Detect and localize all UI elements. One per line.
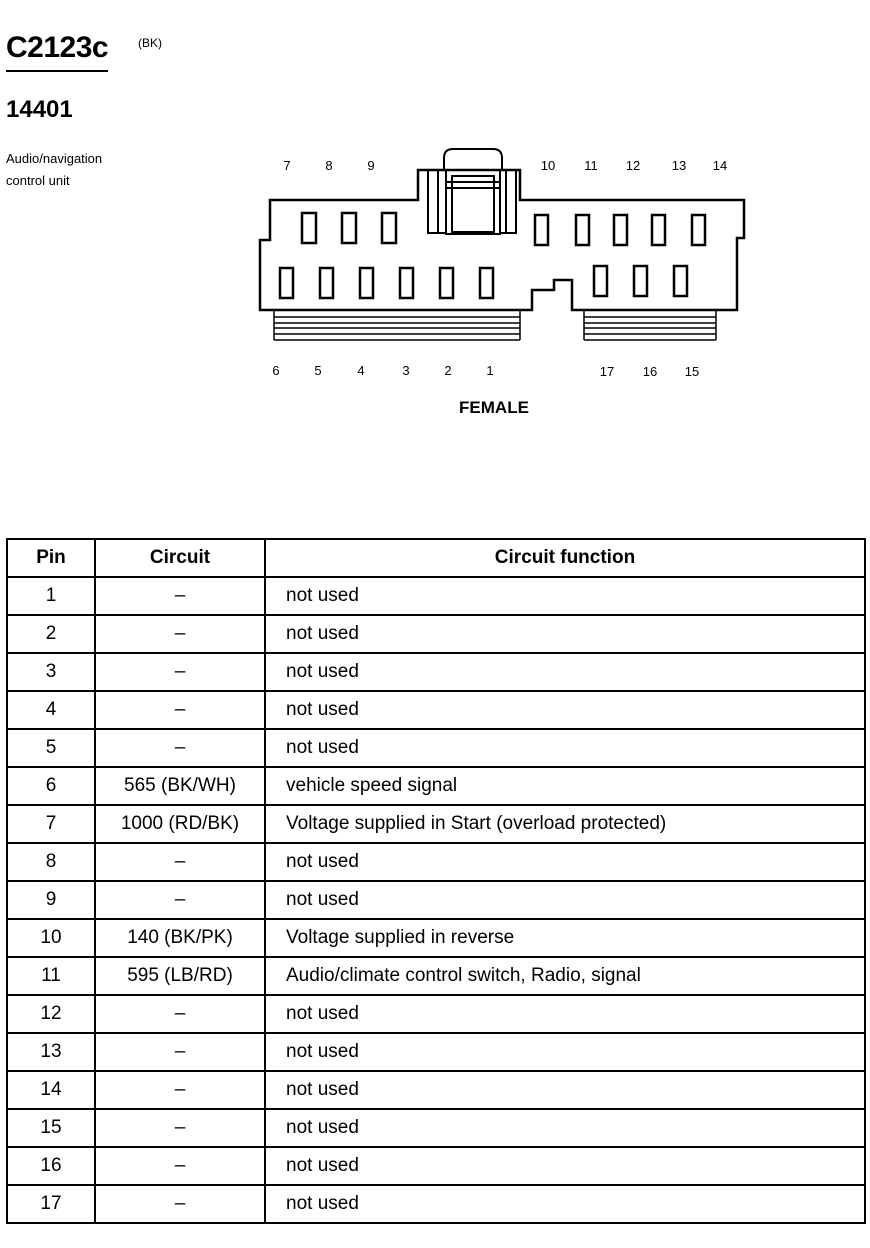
table-row [7, 767, 865, 805]
cell-function: not used [265, 881, 865, 919]
cell-pin: 3 [7, 653, 95, 691]
cell-pin: 6 [7, 767, 95, 805]
header-pin: Pin [7, 539, 95, 577]
pin-label-17: 17 [599, 364, 615, 379]
header-circuit-function: Circuit function [265, 539, 865, 577]
cell-circuit: – [95, 1147, 265, 1185]
cell-circuit: – [95, 615, 265, 653]
cell-circuit: 1000 (RD/BK) [95, 805, 265, 843]
cell-circuit: 595 (LB/RD) [95, 957, 265, 995]
table-row [7, 577, 865, 615]
cell-function: not used [265, 577, 865, 615]
pin-label-5: 5 [314, 363, 322, 378]
cell-circuit: – [95, 1071, 265, 1109]
table-row [7, 1071, 865, 1109]
header-circuit: Circuit [95, 539, 265, 577]
cell-function: not used [265, 653, 865, 691]
cell-function: not used [265, 1185, 865, 1223]
pin-label-4: 4 [357, 363, 365, 378]
cell-function: not used [265, 1033, 865, 1071]
cell-function: not used [265, 1071, 865, 1109]
table-row [7, 691, 865, 729]
pin-label-7: 7 [283, 158, 291, 173]
pinout-table [6, 538, 866, 1224]
table-row [7, 729, 865, 767]
cell-circuit: – [95, 843, 265, 881]
cell-circuit: 565 (BK/WH) [95, 767, 265, 805]
table-row [7, 1147, 865, 1185]
bottom-pin-labels [272, 363, 699, 379]
table-row [7, 1109, 865, 1147]
cell-function: vehicle speed signal [265, 767, 865, 805]
cell-circuit: 140 (BK/PK) [95, 919, 265, 957]
terminal-cavities [280, 213, 705, 298]
table-row [7, 805, 865, 843]
pin-label-1: 1 [486, 363, 494, 378]
pin-label-14: 14 [712, 158, 728, 173]
cell-pin: 9 [7, 881, 95, 919]
cell-pin: 7 [7, 805, 95, 843]
cell-circuit: – [95, 995, 265, 1033]
connector-face-diagram [0, 0, 870, 470]
connector-ribs [274, 310, 716, 340]
cell-pin: 15 [7, 1109, 95, 1147]
pin-label-9: 9 [367, 158, 375, 173]
pin-label-11: 11 [584, 158, 598, 173]
pin-label-16: 16 [642, 364, 658, 379]
cell-pin: 5 [7, 729, 95, 767]
cell-pin: 8 [7, 843, 95, 881]
part-number: 14401 [6, 96, 73, 123]
pin-label-13: 13 [671, 158, 687, 173]
cell-pin: 2 [7, 615, 95, 653]
table-row [7, 615, 865, 653]
table-row [7, 653, 865, 691]
connector-color: (BK) [138, 36, 162, 50]
cell-pin: 10 [7, 919, 95, 957]
cell-pin: 14 [7, 1071, 95, 1109]
pin-label-3: 3 [402, 363, 410, 378]
cell-function: not used [265, 995, 865, 1033]
cell-circuit: – [95, 1185, 265, 1223]
pin-label-8: 8 [325, 158, 333, 173]
pin-label-12: 12 [625, 158, 641, 173]
cell-function: not used [265, 615, 865, 653]
pin-label-6: 6 [272, 363, 280, 378]
component-name-line1: Audio/navigation [6, 151, 103, 166]
pin-label-10: 10 [540, 158, 556, 173]
table-row [7, 1033, 865, 1071]
cell-function: not used [265, 729, 865, 767]
cell-circuit: – [95, 881, 265, 919]
cell-pin: 12 [7, 995, 95, 1033]
latch [428, 149, 516, 234]
cell-function: not used [265, 1109, 865, 1147]
connector-gender-label: FEMALE [459, 398, 529, 417]
cell-function: Voltage supplied in reverse [265, 919, 865, 957]
cell-pin: 1 [7, 577, 95, 615]
cell-function: Voltage supplied in Start (overload protected) [265, 805, 865, 843]
cell-pin: 11 [7, 957, 95, 995]
table-row [7, 919, 865, 957]
pin-label-15: 15 [684, 364, 700, 379]
cell-pin: 16 [7, 1147, 95, 1185]
cell-function: not used [265, 1147, 865, 1185]
table-row [7, 843, 865, 881]
table-header-row [7, 539, 865, 577]
cell-circuit: – [95, 1033, 265, 1071]
connector-id: C2123c [6, 28, 108, 72]
cell-pin: 4 [7, 691, 95, 729]
table-row [7, 1185, 865, 1223]
cell-pin: 17 [7, 1185, 95, 1223]
cell-pin: 13 [7, 1033, 95, 1071]
cell-circuit: – [95, 729, 265, 767]
component-name-line2: control unit [6, 173, 70, 188]
pin-label-2: 2 [444, 363, 452, 378]
cell-function: Audio/climate control switch, Radio, signal [265, 957, 865, 995]
table-row [7, 881, 865, 919]
cell-function: not used [265, 843, 865, 881]
cell-function: not used [265, 691, 865, 729]
cell-circuit: – [95, 577, 265, 615]
cell-circuit: – [95, 653, 265, 691]
cell-circuit: – [95, 691, 265, 729]
table-row [7, 957, 865, 995]
table-row [7, 995, 865, 1033]
cell-circuit: – [95, 1109, 265, 1147]
